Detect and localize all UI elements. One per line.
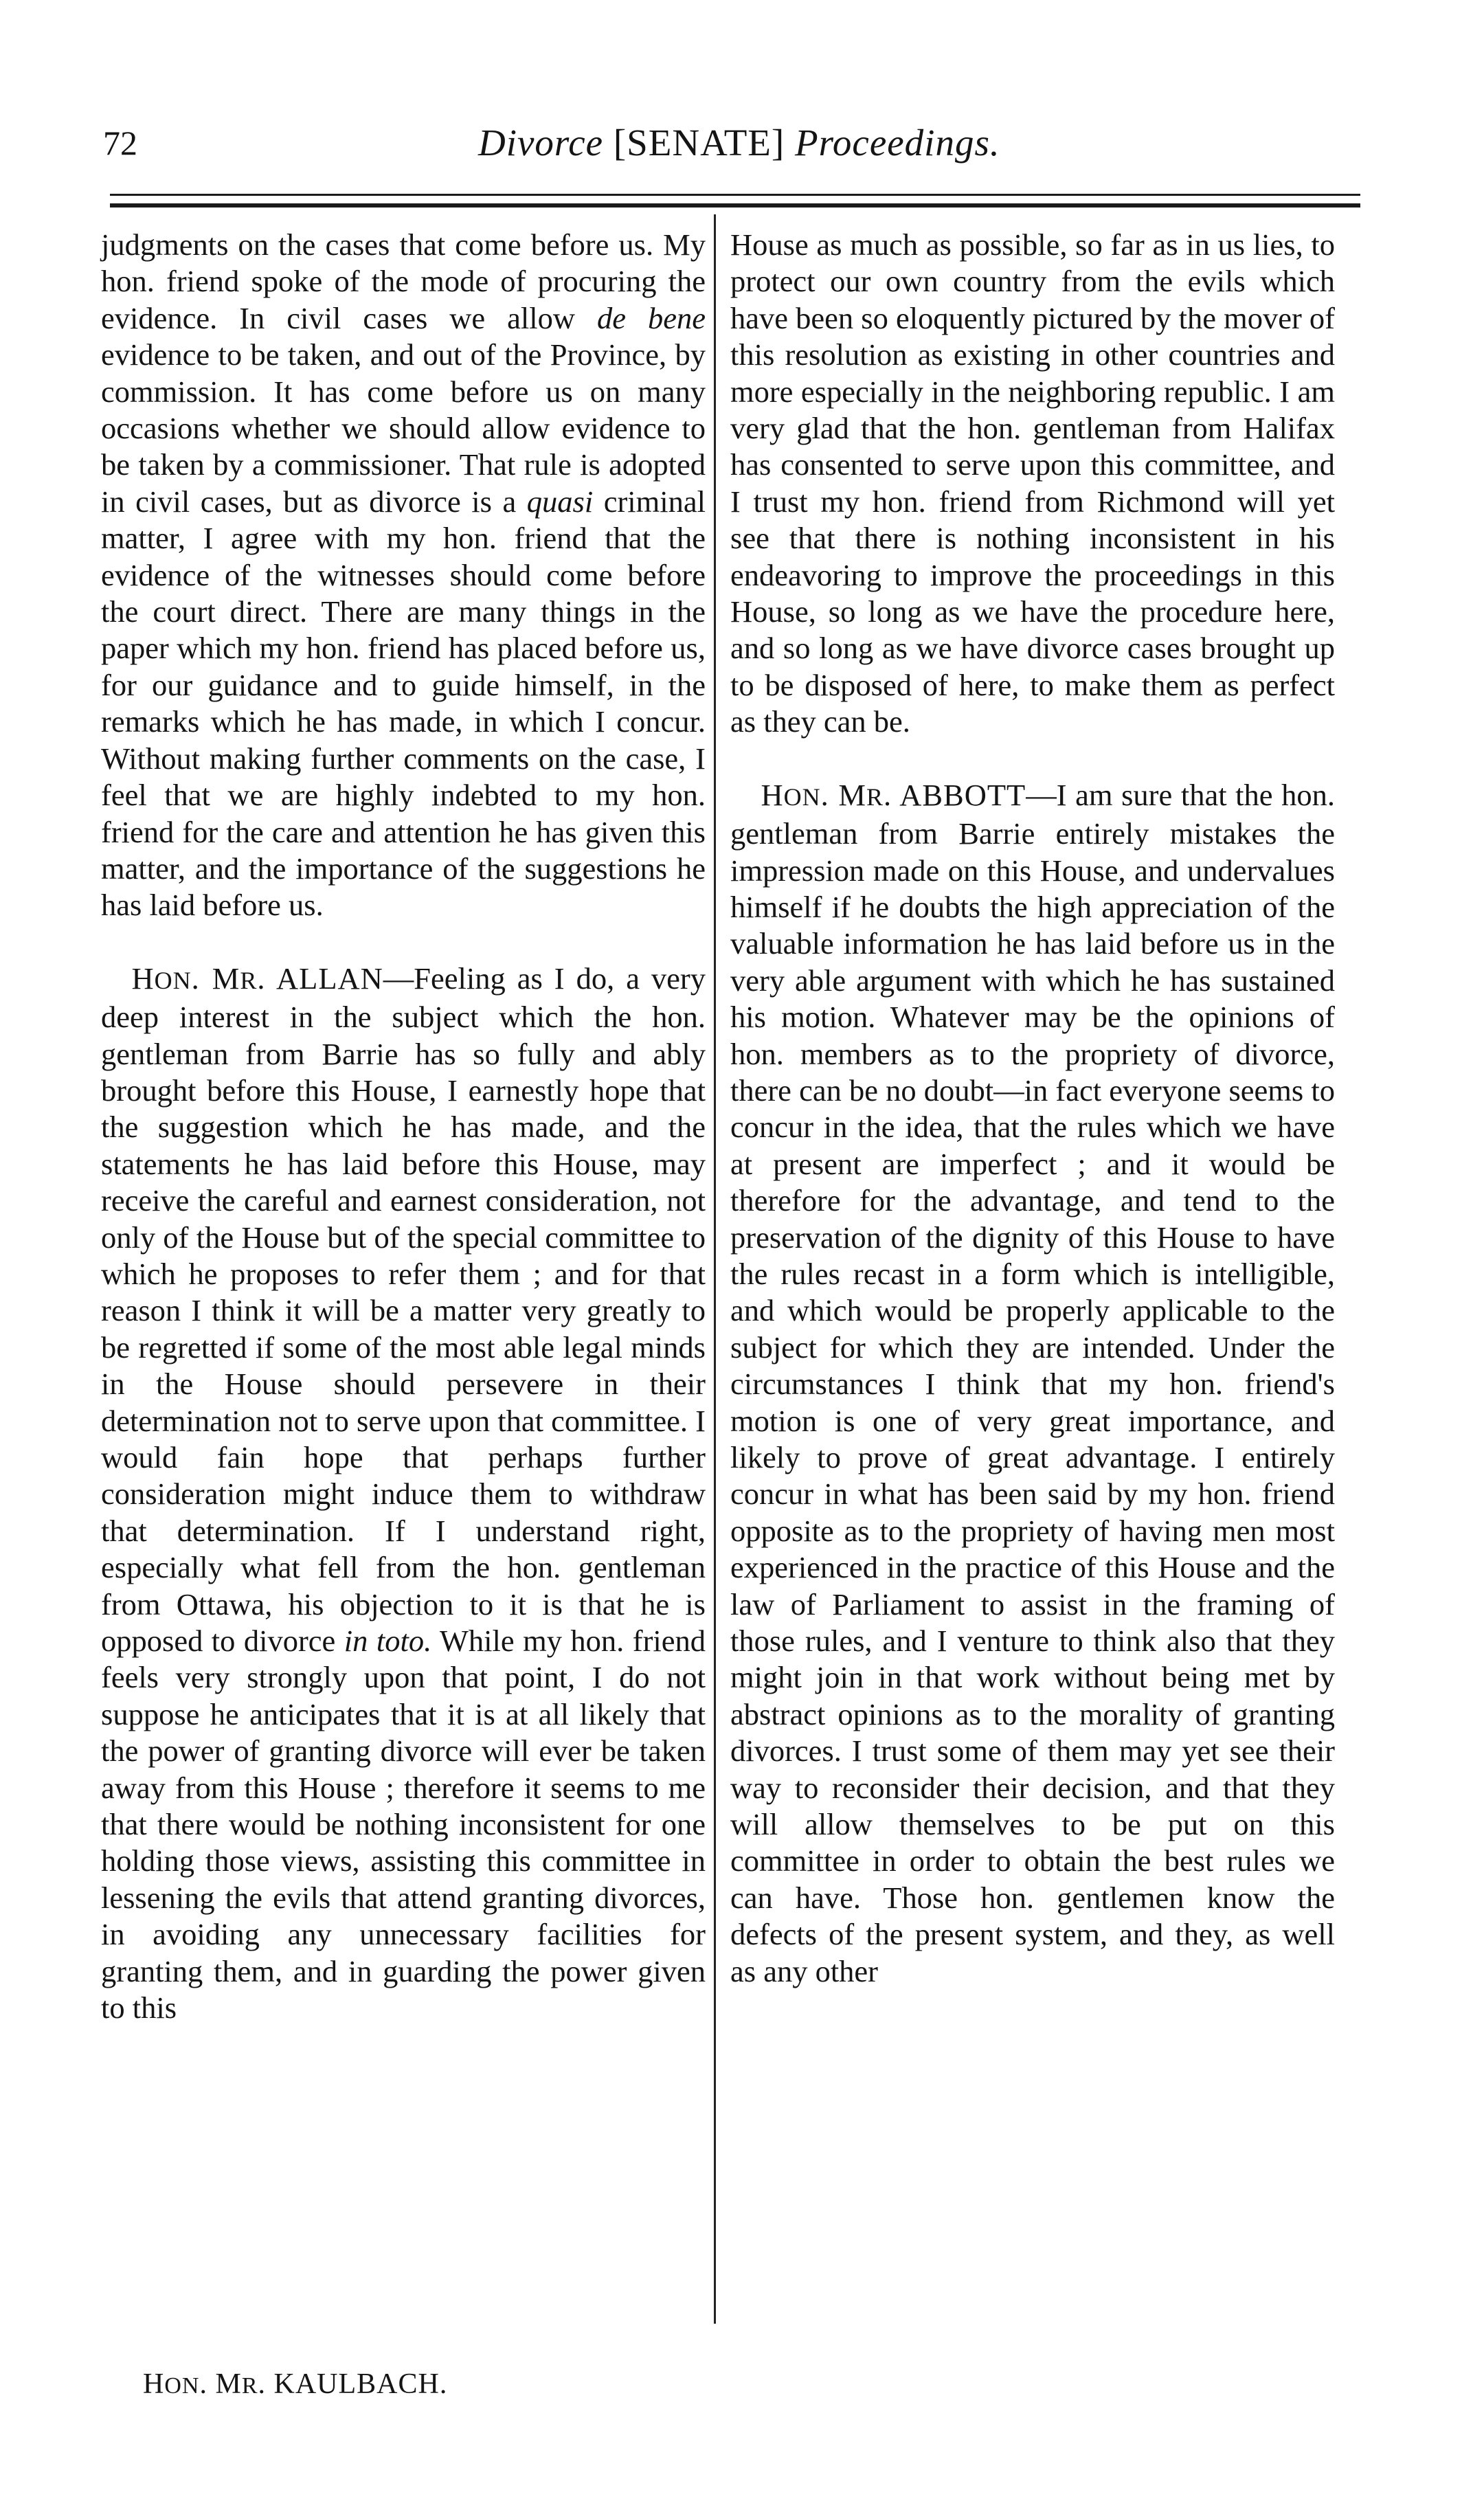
footer-name: . KAULBACH.	[258, 2368, 448, 2400]
header-rule-thin	[110, 194, 1360, 196]
left-p1-text-2: evidence to be taken, and out of the Province, by commission. It has come before us on many occasions whether we should allow evidence to be taken by a commissioner. That rule is adopted in civil cases, but as divorce is a	[101, 337, 706, 519]
left-column	[101, 227, 706, 2027]
running-title	[478, 115, 1000, 170]
page-number: 72	[103, 124, 137, 162]
footer-r: R	[241, 2373, 258, 2399]
running-title-proceedings: Proceedings.	[794, 122, 1000, 164]
speaker-allan-h: H	[131, 961, 155, 996]
right-p2-text: —I am sure that the hon. gentleman from Barrie entirely mistakes the impression made on this House, and undervalues himself if he doubts the high appreciation of the valuable information he has laid before us in the very able argument with which he has sustained his motion. Whatever may be the opinions of hon. members as to the propriety of divorce, there can be no doubt—in fact everyone seems to concur in the idea, that the rules which we have at present are imperfect ; and it would be therefore for the advantage, and tend to the preservation of the dignity of this House to have the rules recast in a form which is intelligible, and which would be properly applicable to the subject for which they are intended. Under the circumstances I think that my hon. friend's motion is one of very great importance, and likely to prove of great advantage. I entirely concur in what has been said by my hon. friend opposite as to the propriety of having men most experienced in the practice of this House and the law of Parliament to assist in the framing of those rules, and I venture to think also that they might join in that work without being met by abstract opinions as to the morality of granting divorces. I trust some of them may yet see their way to reconsider their decision, and that they will allow themselves to be put on this committee in order to obtain the best rules we can have. Those hon. gentlemen know the defects of the present system, and they, as well as any other	[730, 777, 1336, 1988]
column-divider	[714, 214, 716, 2324]
header-rule-thick	[110, 203, 1360, 207]
speaker-abbott-r: R	[866, 783, 884, 811]
speaker-abbott-on: ON	[783, 783, 821, 811]
right-column	[730, 227, 1335, 1990]
speaker-allan-m: . M	[191, 961, 240, 996]
left-p1-text-3: criminal matter, I agree with my hon. friend that the evidence of the witnesses should come before the court direct. There are many things in the paper which my hon. friend has placed before us, for our guidance and to guide himself, in the remarks which he has made, in which I concur. Without making further comments on the case, I feel that we are highly indebted to my hon. friend for the care and attention he has given this matter, and the importance of the suggestions he has laid before us.	[101, 484, 706, 923]
left-paragraph-2	[101, 961, 706, 2027]
right-paragraph-1: House as much as possible, so far as in us lies, to protect our own country from the evils which have been so eloquently pictured by the mover of this resolution as existing in other countries and more especially in the neighboring republic. I am very glad that the hon. gentleman from Halifax has consented to serve upon this committee, and I trust my hon. friend from Richmond will yet see that there is nothing inconsistent in his endeavoring to improve the proceedings in this House, so long as we have the procedure here, and so long as we have divorce cases brought up to be disposed of here, to make them as perfect as they can be.	[730, 227, 1335, 739]
speaker-abbott	[761, 778, 1026, 812]
speaker-allan-on: ON	[154, 966, 192, 994]
speaker-abbott-m: . M	[820, 777, 866, 812]
left-p2-text-2: While my hon. friend feels very strongly upon that point, I do not suppose he anticipates that it is at all likely that the power of granting divorce will ever be taken away from this House ; therefore it seems to me that there would be nothing inconsistent for one holding those views, assisting this committee in lessening the evils that attend granting divorces, in avoiding any unnecessary facilities for granting them, and in guarding the power given to this	[101, 1624, 706, 2025]
running-title-divorce: Divorce	[478, 122, 604, 164]
speaker-abbott-h: H	[761, 777, 784, 812]
running-title-senate: [SENATE]	[613, 122, 785, 164]
left-p1-text-1: judgments on the cases that come before us. My hon. friend spoke of the mode of procuring the evidence. In civil cases we allow	[101, 227, 706, 335]
speaker-allan	[132, 961, 383, 996]
page-header	[103, 115, 1367, 170]
right-paragraph-2	[730, 777, 1335, 1990]
speaker-abbott-name: . ABBOTT	[883, 777, 1026, 812]
footer-h: H	[143, 2368, 165, 2400]
left-p1-italic-1: de bene	[597, 300, 706, 335]
left-p2-text-1: —Feeling as I do, a very deep interest in the subject which the hon. gentleman from Barrie has so fully and ably brought before this House, I earnestly hope that the suggestion which he has made, and the statements he has laid before this House, may receive the careful and earnest consideration, not only of the House but of the special committee to which he proposes to refer them ; and for that reason I think it will be a matter very greatly to be regretted if some of the most able legal minds in the House should persevere in their determination not to serve upon that committee. I would fain hope that perhaps further consideration might induce them to withdraw that determination. If I understand right, especially what fell from the hon. gentleman from Ottawa, his objection to it is that he is opposed to divorce	[101, 961, 706, 1659]
footer-on: ON	[164, 2373, 200, 2399]
footer-catchword	[143, 2364, 447, 2407]
left-p2-italic: in toto.	[344, 1624, 432, 1659]
speaker-allan-name: . ALLAN	[257, 961, 383, 996]
footer-m: . M	[199, 2368, 242, 2400]
left-p1-italic-2: quasi	[526, 484, 594, 519]
speaker-allan-r: R	[240, 966, 258, 994]
left-paragraph-1	[101, 227, 706, 924]
